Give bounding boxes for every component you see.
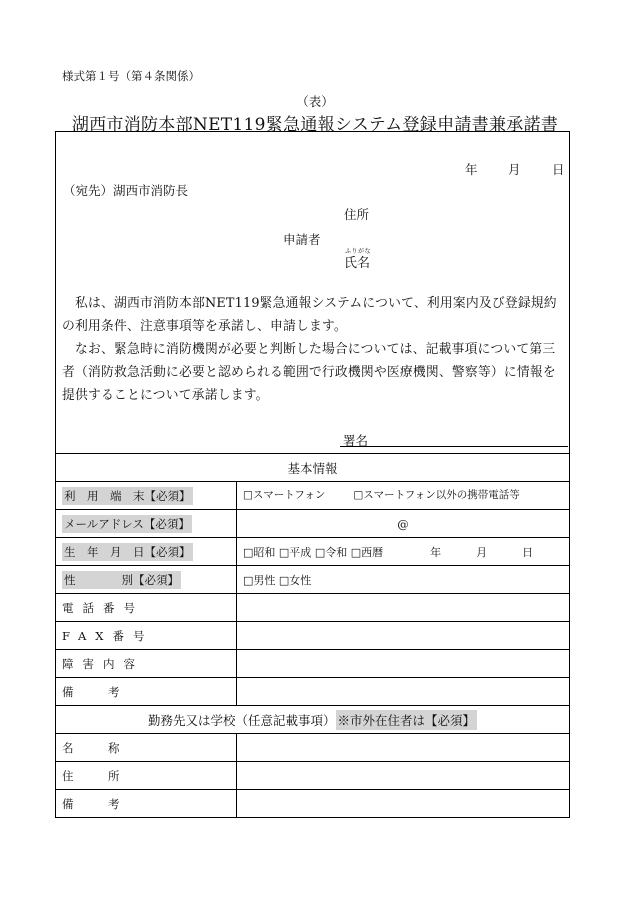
- era-heisei-checkbox[interactable]: □平成: [278, 545, 312, 559]
- applicant-label: 申請者: [283, 232, 321, 247]
- birth-month-label: 月: [476, 545, 488, 559]
- date-year-label: 年: [465, 162, 478, 177]
- table-row: [56, 538, 570, 566]
- terminal-smartphone-checkbox[interactable]: □スマートフォン: [243, 489, 326, 501]
- work-remarks-input[interactable]: [237, 790, 570, 818]
- name-furigana: ふりがな: [345, 248, 372, 255]
- info-table: [55, 453, 570, 818]
- terminal-options-cell[interactable]: [237, 482, 570, 510]
- work-remarks-label: 備 考: [56, 790, 237, 818]
- basic-info-title: 基本情報: [56, 454, 570, 482]
- section-header-row: [56, 454, 570, 482]
- fax-label: FAX番号: [56, 622, 237, 650]
- remarks-input[interactable]: [237, 678, 570, 706]
- table-row: [56, 678, 570, 706]
- disability-input[interactable]: [237, 650, 570, 678]
- section-header-row: [56, 706, 570, 734]
- applicant-address-label: 住所: [344, 207, 370, 222]
- table-row: [56, 482, 570, 510]
- remarks-label: 備 考: [56, 678, 237, 706]
- work-section-title: 勤務先又は学校（任意記載事項）: [147, 712, 336, 728]
- era-seireki-checkbox[interactable]: □西暦: [350, 545, 384, 559]
- consent-statement: [62, 292, 568, 407]
- date-month-label: 月: [508, 162, 521, 177]
- terminal-other-checkbox[interactable]: □スマートフォン以外の携帯電話等: [353, 489, 520, 501]
- applicant-name-field: [344, 248, 372, 271]
- gender-male-checkbox[interactable]: □男性: [243, 573, 276, 587]
- gender-field[interactable]: [237, 566, 570, 594]
- addressee: （宛先）湖西市消防長: [63, 183, 189, 198]
- table-row: [56, 510, 570, 538]
- birth-year-label: 年: [430, 545, 442, 559]
- signature-label: 署名: [343, 433, 369, 448]
- applicant-name-label: 氏名: [344, 256, 371, 271]
- terminal-label: 利 用 端 末【必須】: [64, 488, 191, 503]
- terminal-label-cell: [56, 482, 237, 510]
- work-name-input[interactable]: [237, 734, 570, 762]
- email-at-sign: @: [397, 516, 409, 531]
- table-row: [56, 734, 570, 762]
- phone-label: 電話番号: [56, 594, 237, 622]
- email-label: メールアドレス【必須】: [64, 516, 190, 531]
- fax-input[interactable]: [237, 622, 570, 650]
- disability-label: 障害内容: [56, 650, 237, 678]
- work-address-input[interactable]: [237, 762, 570, 790]
- consent-paragraph-1: 私は、湖西市消防本部NET119緊急通報システムについて、利用案内及び登録規約の利用条件、注意事項等を承諾し、申請します。: [62, 296, 557, 334]
- form-title: 湖西市消防本部NET119緊急通報システム登録申請書兼承諾書: [71, 115, 559, 135]
- table-row: [56, 566, 570, 594]
- consent-paragraph-2: なお、緊急時に消防機関が必要と判断した場合については、記載事項について第三者（消防救急活動に必要と認められる範囲で行政機関や医療機関、警察等）に情報を提供することについて承諾します。: [62, 342, 556, 403]
- work-section-title-cell: [56, 706, 570, 734]
- form-number-note: 様式第１号（第４条関係）: [62, 69, 200, 83]
- birth-day-label: 日: [522, 545, 534, 559]
- gender-female-checkbox[interactable]: □女性: [278, 573, 312, 587]
- front-side-label: （表）: [296, 94, 334, 109]
- table-row: [56, 762, 570, 790]
- phone-input[interactable]: [237, 594, 570, 622]
- birthdate-field[interactable]: [237, 538, 570, 566]
- table-row: [56, 650, 570, 678]
- table-row: [56, 790, 570, 818]
- work-address-label: 住 所: [56, 762, 237, 790]
- gender-label: 性 別【必須】: [64, 572, 179, 587]
- table-row: [56, 594, 570, 622]
- work-section-note: ※市外在住者は【必須】: [336, 710, 478, 730]
- birthdate-label: 生 年 月 日【必須】: [64, 544, 191, 559]
- work-name-label: 名 称: [56, 734, 237, 762]
- table-row: [56, 622, 570, 650]
- date-day-label: 日: [552, 162, 565, 177]
- email-field[interactable]: [237, 510, 570, 538]
- era-showa-checkbox[interactable]: □昭和: [243, 545, 276, 559]
- era-reiwa-checkbox[interactable]: □令和: [314, 545, 348, 559]
- signature-line[interactable]: [340, 446, 568, 447]
